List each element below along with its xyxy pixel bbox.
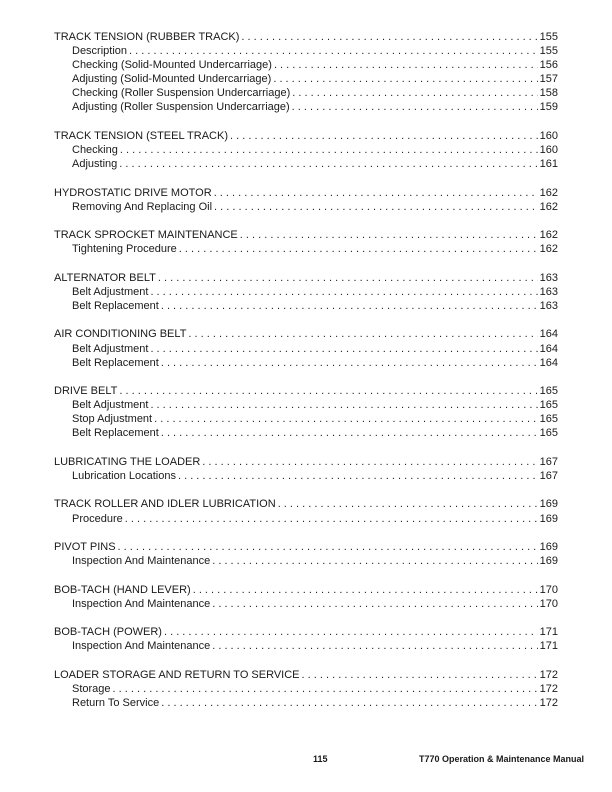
dot-leader	[188, 327, 537, 341]
toc-section	[54, 625, 558, 653]
table-of-contents	[54, 30, 558, 724]
toc-subentry[interactable]	[54, 242, 558, 256]
toc-entry-title: LUBRICATING THE LOADER	[54, 455, 201, 468]
dot-leader	[119, 157, 537, 171]
dot-leader	[292, 100, 538, 114]
toc-entry-title: Adjusting (Roller Suspension Undercarriage)	[72, 101, 290, 114]
toc-subentry[interactable]	[54, 200, 558, 214]
toc-entry-title: BOB-TACH (POWER)	[54, 626, 162, 639]
toc-subentry[interactable]	[54, 512, 558, 526]
toc-entry-title: TRACK TENSION (STEEL TRACK)	[54, 129, 228, 142]
toc-entry-title: PIVOT PINS	[54, 541, 116, 554]
toc-entry-title: ALTERNATOR BELT	[54, 271, 156, 284]
dot-leader	[241, 30, 537, 44]
toc-entry-title: HYDROSTATIC DRIVE MOTOR	[54, 186, 212, 199]
toc-entry-title: LOADER STORAGE AND RETURN TO SERVICE	[54, 668, 300, 681]
toc-subentry[interactable]	[54, 412, 558, 426]
toc-entry-title: Inspection And Maintenance	[72, 555, 211, 568]
toc-page-number: 162	[539, 243, 558, 256]
toc-subentry[interactable]	[54, 639, 558, 653]
toc-entry-title: Storage	[72, 682, 111, 695]
toc-section-heading[interactable]	[54, 540, 558, 554]
dot-leader	[202, 455, 537, 469]
toc-section-heading[interactable]	[54, 186, 558, 200]
toc-subentry[interactable]	[54, 86, 558, 100]
dot-leader	[113, 682, 538, 696]
toc-page-number: 163	[539, 285, 558, 298]
toc-section	[54, 271, 558, 313]
toc-section-heading[interactable]	[54, 384, 558, 398]
toc-section-heading[interactable]	[54, 271, 558, 285]
dot-leader	[161, 696, 537, 710]
toc-entry-title: Adjusting	[72, 158, 118, 171]
dot-leader	[119, 384, 537, 398]
toc-section	[54, 129, 558, 171]
toc-entry-title: Stop Adjustment	[72, 413, 153, 426]
toc-section-heading[interactable]	[54, 668, 558, 682]
toc-section	[54, 497, 558, 525]
toc-page-number: 169	[539, 541, 558, 554]
dot-leader	[212, 597, 537, 611]
toc-subentry[interactable]	[54, 285, 558, 299]
dot-leader	[161, 299, 538, 313]
toc-section-heading[interactable]	[54, 625, 558, 639]
toc-section	[54, 583, 558, 611]
toc-page-number: 161	[539, 158, 558, 171]
page-number: 115	[313, 754, 328, 764]
toc-section	[54, 228, 558, 256]
toc-entry-title: Checking (Roller Suspension Undercarriage)	[72, 87, 291, 100]
toc-subentry[interactable]	[54, 398, 558, 412]
toc-page-number: 165	[539, 427, 558, 440]
toc-subentry[interactable]	[54, 58, 558, 72]
toc-page-number: 162	[539, 229, 558, 242]
toc-entry-title: Procedure	[72, 512, 123, 525]
toc-page-number: 164	[539, 342, 558, 355]
toc-page-number: 169	[539, 555, 558, 568]
manual-title: T770 Operation & Maintenance Manual	[418, 754, 584, 764]
toc-page-number: 171	[539, 626, 558, 639]
toc-page-number: 159	[539, 101, 558, 114]
toc-page-number: 164	[539, 356, 558, 369]
toc-page-number: 165	[539, 399, 558, 412]
toc-entry-title: Belt Adjustment	[72, 285, 149, 298]
toc-entry-title: Return To Service	[72, 696, 160, 709]
toc-page-number: 155	[539, 31, 558, 43]
toc-entry-title: Checking (Solid-Mounted Undercarriage)	[72, 59, 272, 72]
dot-leader	[292, 86, 537, 100]
toc-entry-title: Inspection And Maintenance	[72, 640, 211, 653]
dot-leader	[178, 469, 538, 483]
toc-entry-title: Belt Replacement	[72, 427, 159, 440]
toc-page-number: 157	[539, 73, 558, 86]
toc-page-number: 162	[539, 200, 558, 213]
dot-leader	[150, 285, 537, 299]
toc-entry-title: Tightening Procedure	[72, 243, 177, 256]
toc-page-number: 155	[539, 45, 558, 58]
toc-page-number: 169	[539, 498, 558, 511]
dot-leader	[212, 554, 537, 568]
toc-entry-title: Belt Adjustment	[72, 399, 149, 412]
toc-entry-title: BOB-TACH (HAND LEVER)	[54, 583, 191, 596]
toc-page-number: 165	[539, 385, 558, 398]
toc-section	[54, 455, 558, 483]
dot-leader	[120, 143, 538, 157]
toc-subentry[interactable]	[54, 356, 558, 370]
toc-section-heading[interactable]	[54, 583, 558, 597]
toc-entry-title: TRACK TENSION (RUBBER TRACK)	[54, 31, 240, 43]
toc-page-number: 167	[539, 455, 558, 468]
toc-subentry[interactable]	[54, 72, 558, 86]
toc-section	[54, 30, 558, 115]
toc-section	[54, 384, 558, 440]
dot-leader	[274, 58, 538, 72]
toc-entry-title: Checking	[72, 144, 118, 157]
dot-leader	[164, 625, 538, 639]
toc-page-number: 172	[539, 682, 558, 695]
toc-section	[54, 327, 558, 369]
toc-page-number: 165	[539, 413, 558, 426]
toc-section-heading[interactable]	[54, 228, 558, 242]
toc-page-number: 172	[539, 696, 558, 709]
toc-subentry[interactable]	[54, 143, 558, 157]
page-footer	[0, 754, 612, 768]
toc-page-number: 163	[539, 299, 558, 312]
toc-page-number: 160	[539, 144, 558, 157]
toc-subentry[interactable]	[54, 597, 558, 611]
toc-entry-title: Belt Replacement	[72, 356, 159, 369]
toc-page-number: 164	[539, 328, 558, 341]
dot-leader	[158, 271, 538, 285]
toc-page-number: 170	[539, 597, 558, 610]
toc-section-heading[interactable]	[54, 455, 558, 469]
toc-page-number: 169	[539, 512, 558, 525]
toc-entry-title: Adjusting (Solid-Mounted Undercarriage)	[72, 73, 272, 86]
toc-page-number: 160	[539, 129, 558, 142]
toc-entry-title: AIR CONDITIONING BELT	[54, 328, 187, 341]
dot-leader	[154, 412, 538, 426]
toc-section	[54, 668, 558, 710]
dot-leader	[118, 540, 538, 554]
toc-subentry[interactable]	[54, 100, 558, 114]
dot-leader	[129, 44, 538, 58]
toc-entry-title: TRACK SPROCKET MAINTENANCE	[54, 229, 238, 242]
toc-entry-title: DRIVE BELT	[54, 385, 118, 398]
toc-subentry[interactable]	[54, 157, 558, 171]
toc-section-heading[interactable]	[54, 129, 558, 143]
toc-entry-title: Lubrication Locations	[72, 469, 176, 482]
toc-page-number: 156	[539, 59, 558, 72]
dot-leader	[212, 639, 537, 653]
dot-leader	[240, 228, 538, 242]
dot-leader	[214, 200, 538, 214]
toc-section	[54, 186, 558, 214]
toc-subentry[interactable]	[54, 682, 558, 696]
toc-subentry[interactable]	[54, 342, 558, 356]
dot-leader	[214, 186, 538, 200]
toc-subentry[interactable]	[54, 554, 558, 568]
dot-leader	[302, 668, 538, 682]
toc-subentry[interactable]	[54, 426, 558, 440]
toc-section	[54, 540, 558, 568]
toc-entry-title: Inspection And Maintenance	[72, 597, 211, 610]
toc-page-number: 172	[539, 668, 558, 681]
dot-leader	[230, 129, 538, 143]
toc-entry-title: Belt Replacement	[72, 299, 159, 312]
toc-page-number: 158	[539, 87, 558, 100]
toc-subentry[interactable]	[54, 696, 558, 710]
dot-leader	[161, 356, 538, 370]
dot-leader	[150, 398, 537, 412]
toc-page-number: 162	[539, 186, 558, 199]
dot-leader	[150, 342, 537, 356]
toc-subentry[interactable]	[54, 299, 558, 313]
dot-leader	[273, 72, 537, 86]
toc-subentry[interactable]	[54, 469, 558, 483]
dot-leader	[278, 497, 538, 511]
toc-page-number: 171	[539, 640, 558, 653]
dot-leader	[193, 583, 538, 597]
toc-entry-title: Description	[72, 45, 128, 58]
toc-page-number: 170	[539, 583, 558, 596]
toc-page-number: 163	[539, 271, 558, 284]
toc-entry-title: TRACK ROLLER AND IDLER LUBRICATION	[54, 498, 276, 511]
toc-section-heading[interactable]	[54, 30, 558, 44]
toc-entry-title: Belt Adjustment	[72, 342, 149, 355]
toc-subentry[interactable]	[54, 44, 558, 58]
toc-entry-title: Removing And Replacing Oil	[72, 200, 213, 213]
dot-leader	[125, 512, 538, 526]
toc-section-heading[interactable]	[54, 327, 558, 341]
toc-section-heading[interactable]	[54, 497, 558, 511]
dot-leader	[179, 242, 538, 256]
toc-page-number: 167	[539, 469, 558, 482]
dot-leader	[161, 426, 538, 440]
